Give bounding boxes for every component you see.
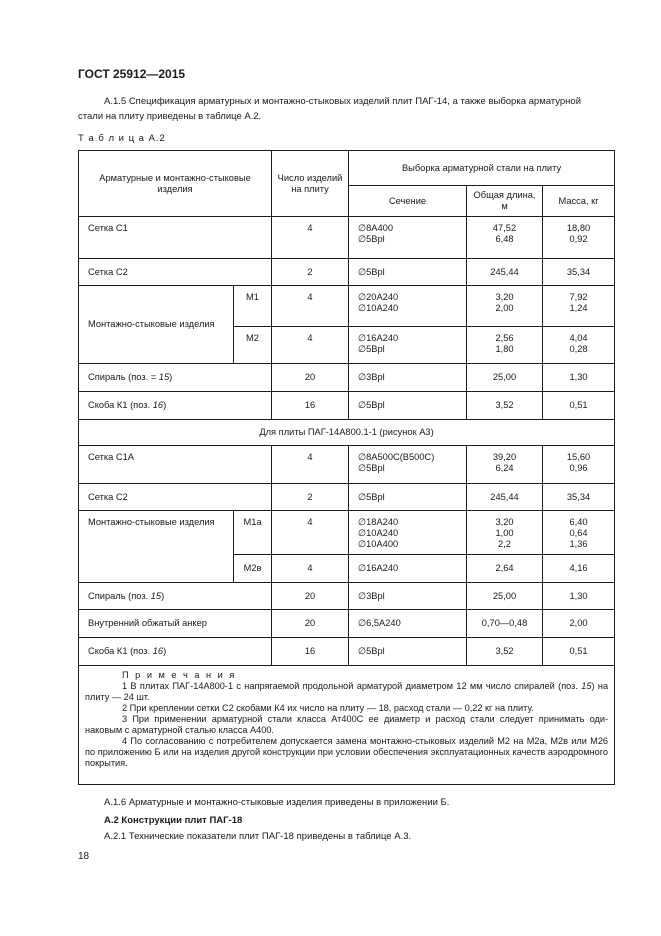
item-name: Сетка С1А (79, 446, 272, 484)
notes-row (79, 666, 615, 785)
item-mark: М1 (234, 286, 272, 327)
section-value: ∅3Bpl (349, 583, 467, 610)
item-name: Сетка С2 (79, 484, 272, 511)
item-name: Внутренний обжатый анкер (79, 610, 272, 638)
length-value: 25,00 (467, 583, 543, 610)
length-value: 245,44 (467, 259, 543, 286)
item-count: 2 (272, 259, 349, 286)
item-name: Скоба К1 (поз. 16) (79, 638, 272, 666)
mass-value: 1,30 (543, 364, 615, 392)
header-mass: Масса, кг (543, 186, 615, 217)
mass-value: 15,60 (566, 452, 591, 462)
table-row (79, 610, 615, 638)
section-value: ∅8А500С(В500С) (358, 452, 435, 462)
table-row (79, 364, 615, 392)
mass-value: 35,34 (543, 484, 615, 511)
spec-table (78, 150, 615, 785)
table-section-row (79, 420, 615, 446)
mass-value: 0,92 (569, 234, 588, 244)
header-count: Число изделий на плиту (272, 151, 349, 217)
table-row (79, 484, 615, 511)
section-value: ∅5Bpl (349, 259, 467, 286)
length-value: 2,2 (498, 539, 511, 549)
mass-value: 35,34 (543, 259, 615, 286)
item-count: 4 (272, 511, 349, 555)
table-row (79, 511, 615, 555)
length-value: 2,64 (467, 555, 543, 583)
item-count: 20 (272, 610, 349, 638)
mass-value: 1,36 (569, 539, 588, 549)
intro-line-1: А.1.5 Спецификация арматурных и монтажно-стыковых изделий плит ПАГ-14, а также выборка арматурной (104, 96, 582, 107)
item-count: 4 (272, 555, 349, 583)
item-count: 4 (272, 286, 349, 327)
length-value: 47,52 (492, 223, 517, 233)
length-value: 6,48 (495, 234, 514, 244)
length-value: 0,70—0,48 (467, 610, 543, 638)
mass-value: 0,51 (543, 392, 615, 420)
section-value: ∅16А240 (358, 333, 399, 343)
section-value: ∅3Bpl (349, 364, 467, 392)
length-value: 3,20 (495, 292, 514, 302)
table-row (79, 392, 615, 420)
item-count: 20 (272, 364, 349, 392)
table-row (79, 259, 615, 286)
section-value: ∅5Bpl (358, 463, 385, 473)
header-items: Арматурные и монтажно-стыковые изделия (79, 151, 272, 217)
section-value: ∅8А400 (358, 223, 393, 233)
section-value: ∅18А240 (358, 517, 399, 527)
item-name: Монтажно-стыковые изделия (79, 286, 234, 364)
item-name: Сетка С1 (79, 217, 272, 259)
paragraph-a21: А.2.1 Технические показатели плит ПАГ-18 приведены в таблице А.3. (104, 831, 412, 842)
mass-value: 2,00 (543, 610, 615, 638)
section-value: ∅5Bpl (349, 484, 467, 511)
item-name: Монтажно-стыковые изделия (79, 511, 234, 583)
section-value: ∅5Bpl (358, 344, 385, 354)
mass-value: 0,28 (569, 344, 588, 354)
length-value: 25,00 (467, 364, 543, 392)
mass-value: 7,92 (569, 292, 588, 302)
item-mark: М2 (234, 327, 272, 364)
header-section: Сечение (349, 186, 467, 217)
header-steel-selection: Выборка арматурной стали на плиту (349, 151, 615, 186)
mass-value: 1,30 (543, 583, 615, 610)
document-header: ГОСТ 25912—2015 (78, 67, 186, 81)
item-count: 4 (272, 217, 349, 259)
section-title: Для плиты ПАГ-14А800.1-1 (рисунок А3) (79, 420, 615, 446)
section-value: ∅20А240 (358, 292, 399, 302)
mass-value: 6,40 (569, 517, 588, 527)
length-value: 3,20 (495, 517, 514, 527)
mass-value: 0,51 (543, 638, 615, 666)
item-count: 16 (272, 392, 349, 420)
header-length: Общая длина, м (467, 186, 543, 217)
section-value: ∅10А240 (358, 303, 399, 313)
section-value: ∅16А240 (349, 555, 467, 583)
length-value: 3,52 (467, 392, 543, 420)
item-name: Спираль (поз. = 15) (79, 364, 272, 392)
item-count: 20 (272, 583, 349, 610)
length-value: 245,44 (467, 484, 543, 511)
note-3: 3 При применении арматурной стали класса Ат400С ее диаметр и расход стали следует принимать оди-наковым с арматурной сталью класса А400. (85, 714, 609, 735)
length-value: 6,24 (495, 463, 514, 473)
section-value: ∅6,5А240 (349, 610, 467, 638)
note-2: 2 При креплении сетки С2 скобами К4 их число на плиту — 18, расход стали — 0,22 кг на плиту. (122, 703, 534, 713)
mass-value: 0,64 (569, 528, 588, 538)
item-count: 2 (272, 484, 349, 511)
item-count: 4 (272, 446, 349, 484)
paragraph-a16: А.1.6 Арматурные и монтажно-стыковые изделия приведены в приложении Б. (104, 797, 450, 808)
length-value: 2,56 (495, 333, 514, 343)
table-row (79, 286, 615, 327)
item-mark: М1а (234, 511, 272, 555)
item-name: Спираль (поз. 15) (79, 583, 272, 610)
table-row (79, 446, 615, 484)
section-value: ∅5Bpl (349, 638, 467, 666)
section-heading-a2: А.2 Конструкции плит ПАГ-18 (104, 815, 243, 826)
item-mark: М2в (234, 555, 272, 583)
page-number: 18 (78, 851, 90, 862)
section-value: ∅10А400 (358, 539, 399, 549)
table-row (79, 217, 615, 259)
note-4: 4 По согласованию с потребителем допускается замена монтажно-стыковых изделий М2 на М2а, М2в или М26 по приложению Б или на изделия другой конструкции при условии обеспечения эксплуатационных качеств аэродромного покрытия. (85, 736, 609, 768)
item-count: 16 (272, 638, 349, 666)
length-value: 1,00 (495, 528, 514, 538)
note-1: 1 В плитах ПАГ-14А800-1 с напрягаемой продольной арматурой диаметром 12 мм число спиралей (поз. 15) на плиту — 24 шт. (85, 681, 609, 702)
table-notes (79, 666, 615, 785)
length-value: 1,80 (495, 344, 514, 354)
item-name: Сетка С2 (79, 259, 272, 286)
section-value: ∅5Bpl (349, 392, 467, 420)
table-row (79, 583, 615, 610)
mass-value: 0,96 (569, 463, 588, 473)
notes-title: П р и м е ч а н и я (122, 670, 237, 680)
length-value: 39,20 (492, 452, 517, 462)
mass-value: 1,24 (569, 303, 588, 313)
section-value: ∅5Bpl (358, 234, 385, 244)
item-name: Скоба К1 (поз. 16) (79, 392, 272, 420)
mass-value: 18,80 (566, 223, 591, 233)
table-row (79, 638, 615, 666)
section-value: ∅10А240 (358, 528, 399, 538)
table-caption: Т а б л и ц а А.2 (78, 133, 166, 144)
mass-value: 4,04 (569, 333, 588, 343)
length-value: 2,00 (495, 303, 514, 313)
mass-value: 4,16 (543, 555, 615, 583)
length-value: 3,52 (467, 638, 543, 666)
intro-line-2: стали на плиту приведены в таблице А.2. (78, 111, 262, 122)
item-count: 4 (272, 327, 349, 364)
